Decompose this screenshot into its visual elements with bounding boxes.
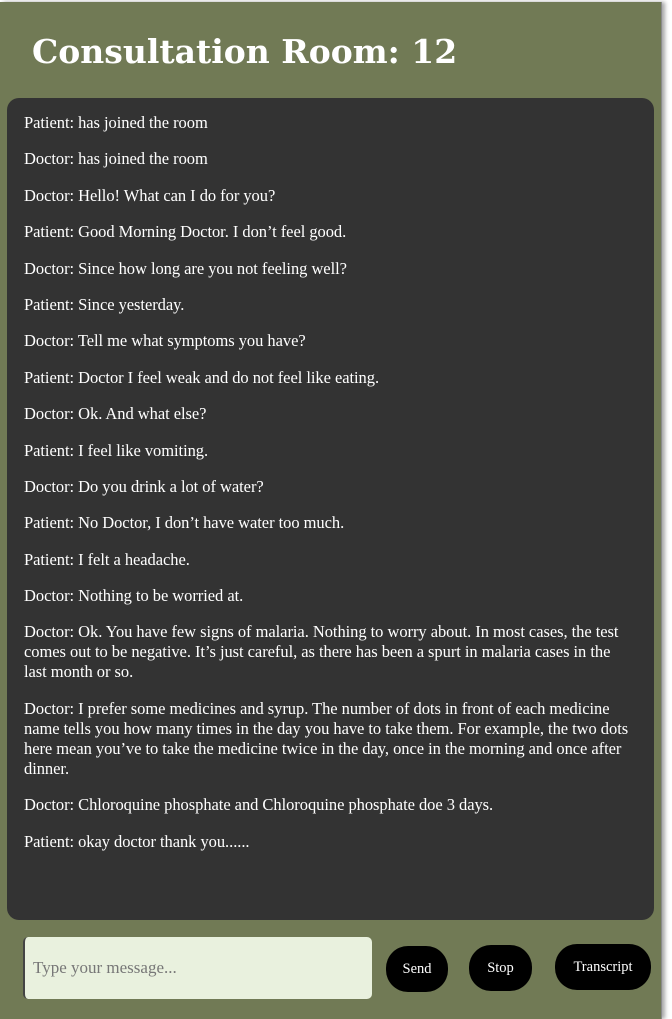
chat-message: Doctor: Nothing to be worried at. bbox=[24, 586, 244, 606]
chat-message: Doctor: Tell me what symptoms you have? bbox=[24, 331, 306, 351]
message-input[interactable] bbox=[23, 937, 372, 999]
chat-message: Doctor: Ok. And what else? bbox=[24, 404, 207, 424]
chat-message: Doctor: Do you drink a lot of water? bbox=[24, 476, 264, 496]
chat-message: Doctor: Hello! What can I do for you? bbox=[24, 185, 276, 205]
chat-message: Doctor: has joined the room bbox=[24, 149, 208, 169]
chat-message: Patient: I feel like vomiting. bbox=[24, 440, 209, 460]
transcript-button[interactable]: Transcript bbox=[555, 944, 651, 990]
consultation-page bbox=[0, 2, 662, 1019]
message-composer bbox=[0, 932, 662, 1012]
chat-message: Patient: has joined the room bbox=[24, 113, 208, 132]
chat-message: Patient: Good Morning Doctor. I don’t feel good. bbox=[24, 222, 347, 242]
chat-message: Patient: No Doctor, I don’t have water too much. bbox=[24, 513, 345, 533]
chat-message: Doctor: Since how long are you not feeling well? bbox=[24, 258, 347, 278]
chat-message: Patient: Doctor I feel weak and do not feel like eating. bbox=[24, 367, 380, 387]
chat-message: Doctor: I prefer some medicines and syrup. The number of dots in front of each medicine name tells you how many times in the day you have to take them. For example, the two dots here mean you’ve to take the medicine twice in the day, once in the morning and once after dinner. bbox=[24, 698, 629, 778]
page-title: Consultation Room: 12 bbox=[32, 32, 458, 71]
chat-message: Patient: okay doctor thank you...... bbox=[24, 831, 250, 851]
chat-log[interactable] bbox=[7, 98, 654, 920]
chat-message: Patient: I felt a headache. bbox=[24, 549, 190, 569]
chat-message: Doctor: Ok. You have few signs of malaria. Nothing to worry about. In most cases, the test comes out to be negative. It’s just careful, as there has been a spurt in malaria cases in the last month or so. bbox=[24, 622, 619, 682]
chat-message: Doctor: Chloroquine phosphate and Chloroquine phosphate doe 3 days. bbox=[24, 795, 494, 815]
send-button[interactable]: Send bbox=[386, 946, 448, 992]
stop-button[interactable]: Stop bbox=[469, 945, 532, 991]
chat-message: Patient: Since yesterday. bbox=[24, 294, 185, 314]
